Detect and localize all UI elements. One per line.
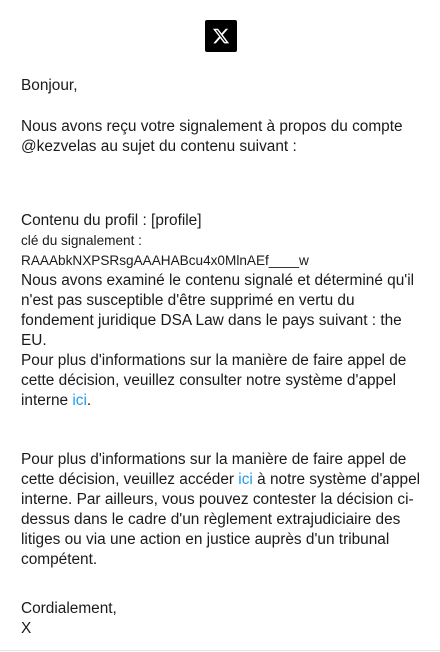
appeal-paragraph-1 — [21, 351, 426, 411]
profile-line: Contenu du profil : [profile] — [21, 212, 202, 229]
appeal-2-text-a: Pour plus d'informations sur la manière de faire appel de cette décision, veuillez accéder — [21, 451, 407, 488]
report-key-label: clé du signalement : — [21, 233, 142, 248]
x-logo — [205, 20, 237, 52]
decision-paragraph: Nous avons examiné le contenu signalé et déterminé qu'il n'est pas susceptible d'être supprimé en vertu du fondement juridique DSA Law dans le pays suivant : the EU. — [21, 272, 415, 349]
appeal-1-end: . — [86, 392, 92, 409]
appeal-1-text: Pour plus d'informations sur la manière de faire appel de cette décision, veuillez consulter notre système d'appel interne — [21, 352, 407, 409]
report-key-value: RAAAbkNXPSRsgAAAHABcu4x0MlnAEf____w — [21, 253, 309, 268]
footer-divider — [0, 650, 440, 651]
intro-paragraph: Nous avons reçu votre signalement à propos du compte @kezvelas au sujet du contenu suivant : — [21, 118, 403, 155]
appeal-2-text-b: à notre système d'appel interne. Par ailleurs, vous pouvez contester la décision ci-dessus dans le cadre d'un règlement extrajudiciaire des litiges ou via une action en justice auprès d'un tribunal compétent. — [21, 471, 421, 568]
appeal-paragraph-2 — [21, 450, 426, 570]
message-content — [21, 76, 426, 639]
closing: Cordialement, — [21, 600, 117, 617]
appeal-link-2[interactable]: ici — [238, 471, 253, 488]
greeting: Bonjour, — [21, 77, 78, 94]
appeal-link-1[interactable]: ici — [72, 392, 87, 409]
signature: X — [21, 620, 32, 637]
x-logo-icon — [212, 27, 230, 45]
